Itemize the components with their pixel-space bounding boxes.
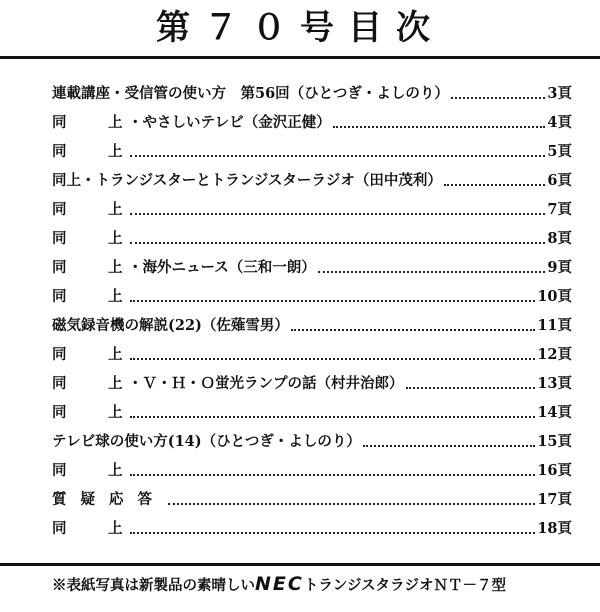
ditto-second: 上	[108, 346, 123, 363]
ditto-second: 上	[108, 143, 123, 160]
ditto-second: 上	[108, 201, 123, 218]
entry-title: ・Ｖ・Ｈ・Ｏ蛍光ランプの話（村井治郎）	[128, 375, 404, 392]
toc-list	[52, 74, 572, 538]
dot-leader	[444, 184, 546, 186]
dot-leader	[130, 474, 535, 476]
ditto-second: 上	[108, 259, 123, 276]
dot-leader	[130, 416, 535, 418]
top-rule	[0, 56, 600, 59]
dot-leader	[406, 387, 536, 389]
entry-title: テレビ球の使い方(14)（ひとつぎ・よしのり）	[52, 433, 361, 450]
entry-title: 連載講座・受信管の使い方 第56回（ひとつぎ・よしのり）	[52, 85, 449, 102]
ditto-first: 同	[52, 288, 67, 305]
entry-page: 7頁	[547, 201, 572, 218]
entry-page: 17頁	[537, 491, 572, 508]
toc-entry[interactable]	[52, 103, 572, 132]
dot-leader	[318, 271, 546, 273]
entry-page: 4頁	[547, 114, 572, 131]
toc-entry[interactable]	[52, 132, 572, 161]
entry-title: 磁気録音機の解説(22)（佐薙雪男）	[52, 317, 289, 334]
entry-page: 5頁	[547, 143, 572, 160]
entry-page: 11頁	[537, 317, 572, 334]
dot-leader	[130, 242, 545, 244]
entry-page: 10頁	[537, 288, 572, 305]
toc-entry[interactable]	[52, 422, 572, 451]
note-prefix: ※表紙写真は新製品の素晴しい	[52, 577, 255, 594]
entry-page: 3頁	[547, 85, 572, 102]
ditto-first: 同	[52, 201, 67, 218]
bottom-rule	[0, 563, 600, 566]
page-title: 第７０号目次	[156, 8, 444, 48]
entry-page: 12頁	[537, 346, 572, 363]
entry-title: 同上・トランジスターとトランジスターラジオ（田中茂利）	[52, 172, 442, 189]
ditto-first: 同	[52, 375, 67, 392]
ditto-second: 上	[108, 230, 123, 247]
dot-leader	[168, 503, 535, 505]
ditto-second: 上	[108, 462, 123, 479]
dot-leader	[130, 532, 535, 534]
entry-page: 13頁	[537, 375, 572, 392]
ditto-first: 同	[52, 259, 67, 276]
dot-leader	[130, 213, 545, 215]
toc-entry[interactable]	[52, 335, 572, 364]
ditto-first: 同	[52, 462, 67, 479]
brand-logo: NEC	[255, 573, 304, 595]
toc-entry[interactable]	[52, 190, 572, 219]
toc-entry[interactable]	[52, 74, 572, 103]
dot-leader	[363, 445, 535, 447]
dot-leader	[291, 329, 535, 331]
ditto-first: 同	[52, 404, 67, 421]
entry-page: 18頁	[537, 520, 572, 537]
entry-page: 6頁	[547, 172, 572, 189]
ditto-second: 上	[108, 114, 123, 131]
dot-leader	[130, 155, 545, 157]
toc-entry[interactable]	[52, 248, 572, 277]
ditto-second: 上	[108, 288, 123, 305]
ditto-first: 同	[52, 114, 67, 131]
toc-entry[interactable]	[52, 451, 572, 480]
toc-entry[interactable]	[52, 161, 572, 190]
toc-entry[interactable]	[52, 364, 572, 393]
dot-leader	[451, 97, 546, 99]
ditto-first: 同	[52, 520, 67, 537]
toc-entry[interactable]	[52, 277, 572, 306]
note-suffix: トランジスタラジオＮＴ－７型	[303, 577, 507, 594]
ditto-first: 同	[52, 143, 67, 160]
dot-leader	[333, 126, 546, 128]
ditto-first: 同	[52, 346, 67, 363]
dot-leader	[130, 300, 535, 302]
entry-page: 14頁	[537, 404, 572, 421]
toc-entry[interactable]	[52, 219, 572, 248]
toc-entry[interactable]	[52, 306, 572, 335]
ditto-second: 上	[108, 520, 123, 537]
entry-title: 質疑応答	[52, 491, 166, 508]
ditto-first: 同	[52, 230, 67, 247]
toc-entry[interactable]	[52, 509, 572, 538]
cover-photo-note	[52, 572, 592, 598]
entry-page: 8頁	[547, 230, 572, 247]
entry-page: 15頁	[537, 433, 572, 450]
entry-title: ・やさしいテレビ（金沢正健）	[128, 114, 331, 131]
entry-page: 16頁	[537, 462, 572, 479]
toc-entry[interactable]	[52, 393, 572, 422]
ditto-second: 上	[108, 404, 123, 421]
toc-entry[interactable]	[52, 480, 572, 509]
entry-title: ・海外ニュース（三和一朗）	[128, 259, 316, 276]
dot-leader	[130, 358, 535, 360]
entry-page: 9頁	[547, 259, 572, 276]
ditto-second: 上	[108, 375, 123, 392]
